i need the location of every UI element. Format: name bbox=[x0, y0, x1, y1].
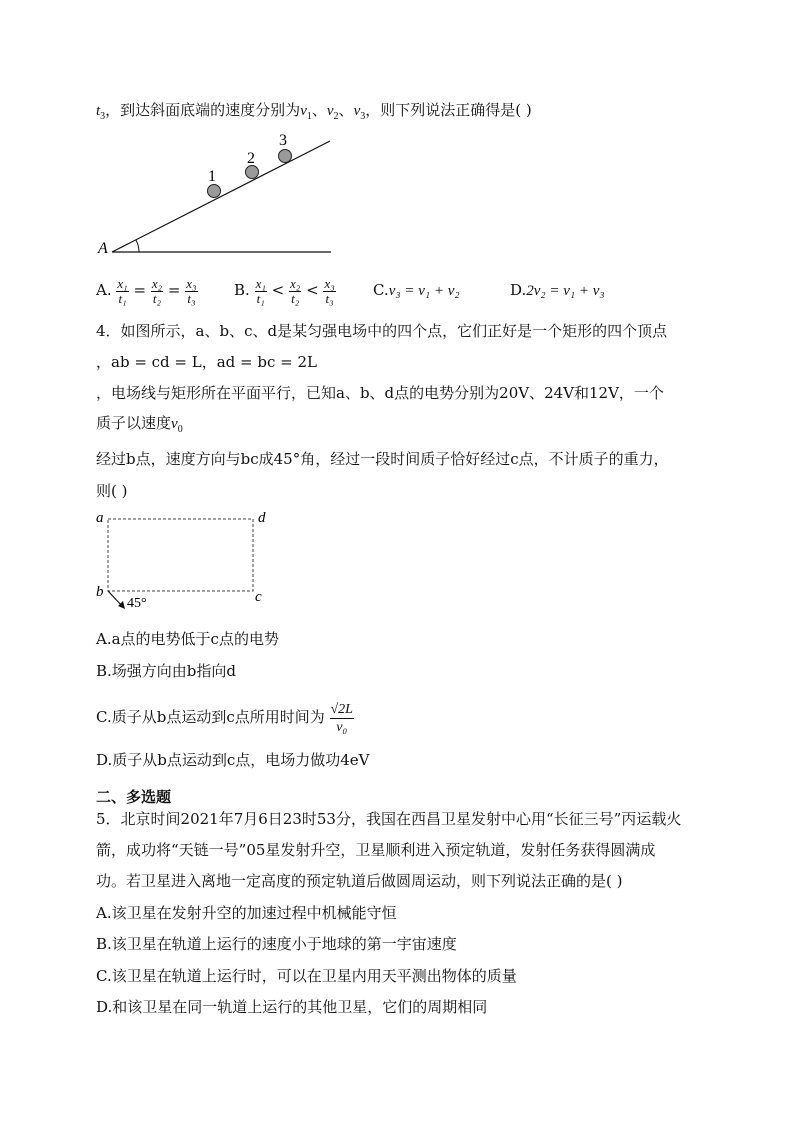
q4-option-b[interactable]: B.场强方向由b指向d bbox=[96, 662, 236, 680]
q5-line-3: 功。若卫星进入离地一定高度的预定轨道后做圆周运动，则下列说法正确的是( ) bbox=[96, 872, 623, 890]
q5-option-a[interactable]: A.该卫星在发射升空的加速过程中机械能守恒 bbox=[96, 904, 397, 922]
ball-3-label: 3 bbox=[279, 132, 287, 149]
q3-intro-line: $t_3$，到达斜面底端的速度分别为$v_1$、$v_2$、$v_3$，则下列说法正确得是( ) bbox=[96, 101, 532, 122]
ball-2 bbox=[246, 166, 259, 179]
q4-line-1: 4．如图所示，a、b、c、d是某匀强电场中的四个点，它们正好是一个矩形的四个顶点 bbox=[96, 322, 668, 340]
q4-line-2: ，ab = cd = L，ad = bc = 2L bbox=[96, 353, 317, 371]
q4-line-5: 经过b点，速度方向与bc成45°角，经过一段时间质子恰好经过c点，不计质子的重力， bbox=[96, 450, 669, 468]
q5-option-d[interactable]: D.和该卫星在同一轨道上运行的其他卫星，它们的周期相同 bbox=[96, 998, 488, 1016]
section-title: 二、多选题 bbox=[96, 788, 172, 806]
angle-arc bbox=[136, 240, 139, 252]
v2-symbol: $v_2$ bbox=[326, 103, 339, 122]
rectangle-diagram bbox=[92, 505, 277, 610]
q3-option-d[interactable]: D.2v₂ = v₁ + v₃ bbox=[510, 281, 605, 299]
angle-label: 45° bbox=[127, 596, 147, 611]
q4-option-a[interactable]: A.a点的电势低于c点的电势 bbox=[96, 630, 279, 648]
incline-surface bbox=[112, 141, 330, 252]
ball-2-label: 2 bbox=[247, 150, 255, 167]
v0-symbol: $v_0$ bbox=[171, 416, 183, 435]
t3-symbol: $t_3$ bbox=[96, 103, 106, 122]
q5-option-c[interactable]: C.该卫星在轨道上运行时，可以在卫星内用天平测出物体的质量 bbox=[96, 967, 517, 985]
time-fraction: $\frac{√2L}{\text{v₀}}$ bbox=[330, 701, 353, 735]
q3-option-c[interactable]: C.v₃ = v₁ + v₂ bbox=[373, 281, 460, 299]
ball-1-label: 1 bbox=[208, 168, 216, 185]
q5-line-2: 箭，成功将“天链一号”05星发射升空，卫星顺利进入预定轨道，发射任务获得圆满成 bbox=[96, 841, 656, 859]
q4-option-c[interactable]: C.质子从b点运动到c点所用时间为 $\frac{√2L}{\text{v₀}}$ bbox=[96, 701, 353, 735]
q4-line-6: 则( ) bbox=[96, 482, 128, 500]
v1-symbol: $v_1$ bbox=[300, 103, 312, 122]
q3-intro-end: ，则下列说法正确得是( ) bbox=[365, 101, 532, 119]
q3-option-b[interactable]: B. $\frac{\text{x₁}}{\text{t₁}}$ < $\frac{\text{x₂}}{\text{t₂}}$ < $\frac{\text{x₃}}{\text{t₃}}$ bbox=[234, 275, 335, 306]
q3-option-a[interactable]: A. $\frac{\text{x₁}}{\text{t₁}}$ = $\frac{\text{x₂}}{\text{t₂}}$ = $\frac{\text{x₃}}{\text{t₃}}$ bbox=[96, 275, 197, 306]
q5-line-1: 5．北京时间2021年7月6日23时53分，我国在西昌卫星发射中心用“长征三号”丙运载火 bbox=[96, 810, 682, 828]
q3-intro-text: ，到达斜面底端的速度分别为 bbox=[105, 101, 301, 119]
ball-3 bbox=[279, 150, 292, 163]
q4-option-d[interactable]: D.质子从b点运动到c点，电场力做功4eV bbox=[96, 751, 370, 769]
corner-label-c: c bbox=[255, 589, 262, 605]
q4-line-3: ，电场线与矩形所在平面平行，已知a、b、d点的电势分别为20V、24V和12V，一个 bbox=[96, 384, 664, 402]
q5-option-b[interactable]: B.该卫星在轨道上运行的速度小于地球的第一宇宙速度 bbox=[96, 935, 457, 953]
dashed-rectangle bbox=[108, 519, 253, 591]
ball-1 bbox=[208, 185, 221, 198]
q4-line-4: 质子以速度$v_0$ bbox=[96, 414, 183, 435]
corner-label-a: a bbox=[96, 510, 104, 526]
incline-diagram bbox=[90, 125, 350, 260]
corner-label-d: d bbox=[258, 510, 266, 526]
corner-label-b: b bbox=[96, 584, 104, 600]
label-A: A bbox=[98, 240, 108, 257]
v3-symbol: $v_3$ bbox=[353, 103, 366, 122]
